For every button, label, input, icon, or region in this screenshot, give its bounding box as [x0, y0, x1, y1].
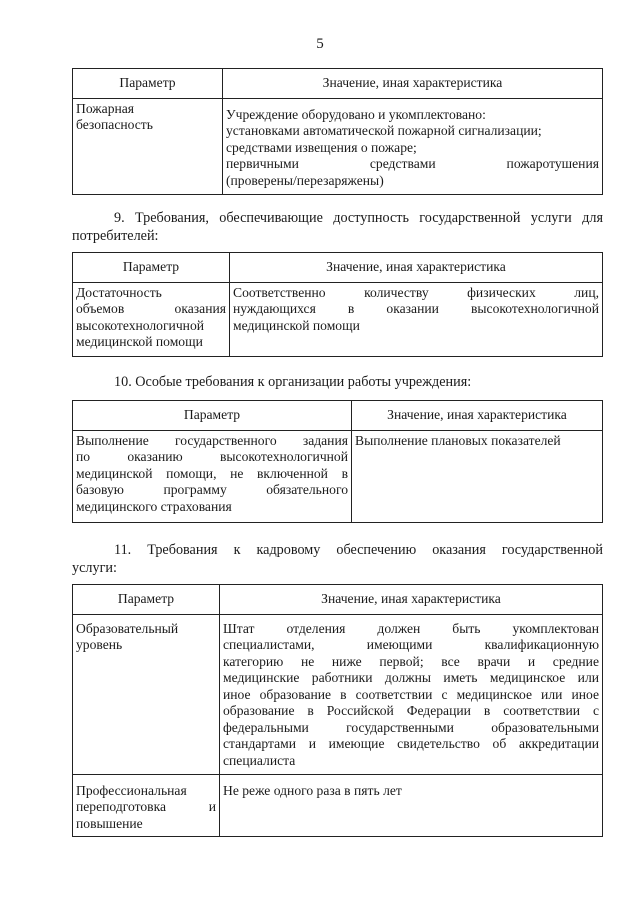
- value-cell: Выполнение плановых показателей: [352, 430, 603, 522]
- param-cell: Пожарная безопасность: [73, 98, 223, 194]
- param-header: Параметр: [73, 253, 230, 283]
- param-cell: Профессиональная переподготовка и повышение: [73, 774, 220, 836]
- value-cell: Штат отделения должен быть укомплектован специалистами, имеющими квалификационную категорию не ниже первой; все врачи и средние медицинские работники должны иметь медицинское или иное образование в соответствии с медицинское или иное образование в Российской Федерации в соответствии с федеральными государственными образовательными стандартами и имеющие свидетельство об аккредитации специалиста: [220, 614, 603, 774]
- section-11-heading: 11. Требования к кадровому обеспечению оказания государственной услуги:: [72, 542, 603, 576]
- section-10-heading: 10. Особые требования к организации работы учреждения:: [114, 374, 472, 390]
- value-header: Значение, иная характеристика: [220, 585, 603, 615]
- value-cell: Учреждение оборудовано и укомплектовано: установками автоматической пожарной сигнализации; средствами извещения о пожаре; первичными средствами пожаротушения (проверены/перезаряжены): [223, 98, 603, 194]
- param-cell: Образовательный уровень: [73, 614, 220, 774]
- param-header: Параметр: [73, 585, 220, 615]
- staffing-table: [72, 584, 603, 837]
- section-9-heading: 9. Требования, обеспечивающие доступность государственной услуги для потребителей:: [72, 210, 603, 244]
- param-cell: Выполнение государственного задания по оказанию высокотехнологичной медицинской помощи, не включенной в базовую программу обязательного медицинского страхования: [73, 430, 352, 522]
- param-header: Параметр: [73, 69, 223, 99]
- value-cell: Соответственно количеству физических лиц, нуждающихся в оказании высокотехнологичной медицинской помощи: [230, 282, 603, 356]
- value-header: Значение, иная характеристика: [352, 401, 603, 431]
- page-number: 5: [316, 36, 324, 52]
- param-header: Параметр: [73, 401, 352, 431]
- fire-safety-table: [72, 68, 603, 195]
- accessibility-table: [72, 252, 603, 357]
- value-header: Значение, иная характеристика: [223, 69, 603, 99]
- value-cell: Не реже одного раза в пять лет: [220, 774, 603, 836]
- special-requirements-table: [72, 400, 603, 523]
- value-header: Значение, иная характеристика: [230, 253, 603, 283]
- param-cell: Достаточность объемов оказания высокотехнологичной медицинской помощи: [73, 282, 230, 356]
